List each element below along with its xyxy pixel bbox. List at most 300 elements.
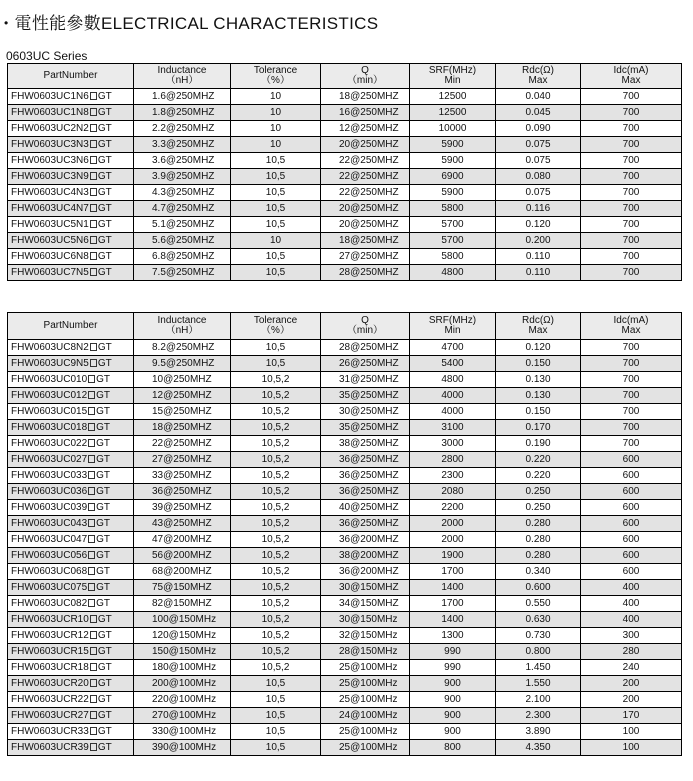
rdc-cell: 0.220 xyxy=(496,468,581,484)
idc-cell: 600 xyxy=(581,484,682,500)
tolerance-cell: 10,5 xyxy=(231,356,321,372)
placeholder-box-icon xyxy=(88,423,95,431)
srf-cell: 5900 xyxy=(410,153,496,169)
idc-cell: 700 xyxy=(581,388,682,404)
q-cell: 36@200MHZ xyxy=(321,564,410,580)
q-cell: 25@100MHz xyxy=(321,660,410,676)
part-number: FHW0603UCR20 xyxy=(11,678,89,689)
part-number: FHW0603UC5N1 xyxy=(11,219,89,230)
rdc-cell: 0.130 xyxy=(496,388,581,404)
srf-cell: 4800 xyxy=(410,372,496,388)
idc-cell: 200 xyxy=(581,692,682,708)
q-cell: 31@250MHZ xyxy=(321,372,410,388)
srf-cell: 10000 xyxy=(410,121,496,137)
srf-cell: 2000 xyxy=(410,532,496,548)
placeholder-box-icon xyxy=(90,695,97,703)
tolerance-cell: 10,5 xyxy=(231,169,321,185)
part-suffix: GT xyxy=(97,235,112,246)
idc-cell: 700 xyxy=(581,201,682,217)
part-number: FHW0603UC010 xyxy=(11,374,88,385)
part-number-cell xyxy=(8,153,134,169)
part-number: FHW0603UC3N9 xyxy=(11,171,89,182)
table-row xyxy=(8,436,682,452)
idc-cell: 700 xyxy=(581,121,682,137)
table-row xyxy=(8,121,682,137)
q-cell: 35@250MHZ xyxy=(321,388,410,404)
placeholder-box-icon xyxy=(88,471,95,479)
tolerance-cell: 10,5 xyxy=(231,708,321,724)
table-row xyxy=(8,644,682,660)
column-header-line1: Idc(mA) xyxy=(613,65,649,76)
q-cell: 30@150MHz xyxy=(321,612,410,628)
part-number: FHW0603UC015 xyxy=(11,406,88,417)
part-number-cell xyxy=(8,484,134,500)
part-number-cell xyxy=(8,532,134,548)
srf-cell: 990 xyxy=(410,644,496,660)
column-header-line2: Max xyxy=(528,75,548,86)
table-row xyxy=(8,169,682,185)
part-number: FHW0603UC4N7 xyxy=(11,203,89,214)
column-header-line2: Min xyxy=(444,325,461,336)
placeholder-box-icon xyxy=(90,727,97,735)
tolerance-cell: 10,5 xyxy=(231,217,321,233)
rdc-cell: 4.350 xyxy=(496,740,581,756)
q-cell: 36@200MHZ xyxy=(321,532,410,548)
q-cell: 22@250MHZ xyxy=(321,185,410,201)
spec-table-2 xyxy=(7,312,682,756)
tolerance-cell: 10,5 xyxy=(231,676,321,692)
part-number-cell xyxy=(8,340,134,356)
inductance-cell: 4.3@250MHZ xyxy=(134,185,231,201)
inductance-cell: 33@250MHZ xyxy=(134,468,231,484)
placeholder-box-icon xyxy=(90,663,97,671)
column-header xyxy=(231,313,321,340)
part-suffix: GT xyxy=(97,123,112,134)
placeholder-box-icon xyxy=(90,647,97,655)
placeholder-box-icon xyxy=(90,236,97,244)
rdc-cell: 0.600 xyxy=(496,580,581,596)
placeholder-box-icon xyxy=(90,204,97,212)
rdc-cell: 0.200 xyxy=(496,233,581,249)
part-number: FHW0603UCR15 xyxy=(11,646,89,657)
part-number-cell xyxy=(8,612,134,628)
column-header xyxy=(8,64,134,89)
part-number-cell xyxy=(8,516,134,532)
rdc-cell: 0.550 xyxy=(496,596,581,612)
inductance-cell: 36@250MHZ xyxy=(134,484,231,500)
tolerance-cell: 10,5,2 xyxy=(231,644,321,660)
q-cell: 40@250MHZ xyxy=(321,500,410,516)
part-suffix: GT xyxy=(97,267,112,278)
tolerance-cell: 10,5,2 xyxy=(231,612,321,628)
part-suffix: GT xyxy=(96,374,111,385)
idc-cell: 700 xyxy=(581,233,682,249)
part-suffix: GT xyxy=(97,187,112,198)
column-header-line1: Rdc(Ω) xyxy=(522,65,554,76)
rdc-cell: 0.280 xyxy=(496,532,581,548)
table-row xyxy=(8,724,682,740)
column-header-line1: SRF(MHz) xyxy=(428,65,477,76)
idc-cell: 400 xyxy=(581,612,682,628)
tolerance-cell: 10,5,2 xyxy=(231,628,321,644)
placeholder-box-icon xyxy=(90,220,97,228)
column-header-line2: （min） xyxy=(346,325,384,336)
inductance-cell: 7.5@250MHZ xyxy=(134,265,231,281)
placeholder-box-icon xyxy=(90,188,97,196)
column-header-line1: Q xyxy=(361,315,369,326)
table-row xyxy=(8,564,682,580)
column-header-line2: （%） xyxy=(261,75,290,86)
table-row xyxy=(8,484,682,500)
part-suffix: GT xyxy=(97,694,112,705)
tolerance-cell: 10,5,2 xyxy=(231,564,321,580)
idc-cell: 600 xyxy=(581,564,682,580)
table-row xyxy=(8,153,682,169)
inductance-cell: 150@150MHz xyxy=(134,644,231,660)
placeholder-box-icon xyxy=(90,631,97,639)
placeholder-box-icon xyxy=(90,268,97,276)
placeholder-box-icon xyxy=(90,359,97,367)
rdc-cell: 0.040 xyxy=(496,89,581,105)
idc-cell: 600 xyxy=(581,468,682,484)
tolerance-cell: 10,5,2 xyxy=(231,388,321,404)
q-cell: 28@250MHZ xyxy=(321,265,410,281)
part-suffix: GT xyxy=(97,710,112,721)
part-number-cell xyxy=(8,356,134,372)
inductance-cell: 75@150MHZ xyxy=(134,580,231,596)
inductance-cell: 82@150MHZ xyxy=(134,596,231,612)
part-number-cell xyxy=(8,452,134,468)
part-number: FHW0603UCR12 xyxy=(11,630,89,641)
srf-cell: 800 xyxy=(410,740,496,756)
idc-cell: 280 xyxy=(581,644,682,660)
inductance-cell: 270@100MHz xyxy=(134,708,231,724)
table-row xyxy=(8,137,682,153)
heading-bullet: • xyxy=(4,16,9,30)
table-row xyxy=(8,548,682,564)
srf-cell: 12500 xyxy=(410,89,496,105)
part-number: FHW0603UC022 xyxy=(11,438,88,449)
rdc-cell: 2.300 xyxy=(496,708,581,724)
idc-cell: 700 xyxy=(581,105,682,121)
part-number: FHW0603UC068 xyxy=(11,566,88,577)
part-number: FHW0603UC3N6 xyxy=(11,155,89,166)
inductance-cell: 220@100MHz xyxy=(134,692,231,708)
part-number-cell xyxy=(8,89,134,105)
idc-cell: 700 xyxy=(581,340,682,356)
q-cell: 25@100MHz xyxy=(321,692,410,708)
tolerance-cell: 10,5,2 xyxy=(231,484,321,500)
part-suffix: GT xyxy=(97,91,112,102)
rdc-cell: 0.075 xyxy=(496,153,581,169)
inductance-cell: 100@150MHz xyxy=(134,612,231,628)
q-cell: 25@100MHz xyxy=(321,724,410,740)
rdc-cell: 0.075 xyxy=(496,185,581,201)
srf-cell: 1400 xyxy=(410,580,496,596)
table-row xyxy=(8,201,682,217)
tolerance-cell: 10,5,2 xyxy=(231,452,321,468)
part-number: FHW0603UC075 xyxy=(11,582,88,593)
tolerance-cell: 10,5 xyxy=(231,185,321,201)
idc-cell: 400 xyxy=(581,596,682,612)
idc-cell: 700 xyxy=(581,185,682,201)
part-suffix: GT xyxy=(96,390,111,401)
part-number-cell xyxy=(8,121,134,137)
part-suffix: GT xyxy=(97,251,112,262)
srf-cell: 3000 xyxy=(410,436,496,452)
tolerance-cell: 10,5 xyxy=(231,692,321,708)
table-row xyxy=(8,468,682,484)
inductance-cell: 22@250MHZ xyxy=(134,436,231,452)
q-cell: 36@250MHZ xyxy=(321,468,410,484)
part-suffix: GT xyxy=(97,742,112,753)
placeholder-box-icon xyxy=(90,252,97,260)
rdc-cell: 0.120 xyxy=(496,340,581,356)
srf-cell: 5900 xyxy=(410,137,496,153)
rdc-cell: 0.090 xyxy=(496,121,581,137)
placeholder-box-icon xyxy=(88,455,95,463)
rdc-cell: 0.340 xyxy=(496,564,581,580)
tolerance-cell: 10,5 xyxy=(231,249,321,265)
placeholder-box-icon xyxy=(88,375,95,383)
rdc-cell: 0.730 xyxy=(496,628,581,644)
placeholder-box-icon xyxy=(88,551,95,559)
srf-cell: 4000 xyxy=(410,388,496,404)
rdc-cell: 0.116 xyxy=(496,201,581,217)
column-header xyxy=(134,64,231,89)
q-cell: 35@250MHZ xyxy=(321,420,410,436)
tolerance-cell: 10,5,2 xyxy=(231,468,321,484)
rdc-cell: 0.120 xyxy=(496,217,581,233)
idc-cell: 700 xyxy=(581,420,682,436)
part-number: FHW0603UC1N8 xyxy=(11,107,89,118)
table-row xyxy=(8,356,682,372)
tolerance-cell: 10,5 xyxy=(231,201,321,217)
table-row xyxy=(8,612,682,628)
inductance-cell: 1.6@250MHZ xyxy=(134,89,231,105)
rdc-cell: 0.280 xyxy=(496,548,581,564)
part-suffix: GT xyxy=(97,342,112,353)
part-number-cell xyxy=(8,201,134,217)
q-cell: 26@250MHZ xyxy=(321,356,410,372)
srf-cell: 5700 xyxy=(410,217,496,233)
srf-cell: 3100 xyxy=(410,420,496,436)
part-number-cell xyxy=(8,692,134,708)
rdc-cell: 0.150 xyxy=(496,356,581,372)
part-number: FHW0603UC039 xyxy=(11,502,88,513)
table-row xyxy=(8,532,682,548)
table-row xyxy=(8,372,682,388)
part-number-cell xyxy=(8,233,134,249)
placeholder-box-icon xyxy=(88,439,95,447)
part-number: FHW0603UC5N6 xyxy=(11,235,89,246)
part-number-cell xyxy=(8,185,134,201)
table-row xyxy=(8,89,682,105)
inductance-cell: 5.1@250MHZ xyxy=(134,217,231,233)
part-number-cell xyxy=(8,724,134,740)
column-header xyxy=(321,64,410,89)
rdc-cell: 0.080 xyxy=(496,169,581,185)
rdc-cell: 1.550 xyxy=(496,676,581,692)
inductance-cell: 120@150MHz xyxy=(134,628,231,644)
column-header-line1: Tolerance xyxy=(253,65,298,76)
column-header-line1: SRF(MHz) xyxy=(428,315,477,326)
part-suffix: GT xyxy=(97,358,112,369)
part-number: FHW0603UC027 xyxy=(11,454,88,465)
part-number-cell xyxy=(8,580,134,596)
inductance-cell: 2.2@250MHZ xyxy=(134,121,231,137)
column-header-line1: Inductance xyxy=(157,315,207,326)
tolerance-cell: 10,5,2 xyxy=(231,372,321,388)
column-header-line1: PartNumber xyxy=(43,320,98,331)
srf-cell: 2300 xyxy=(410,468,496,484)
part-suffix: GT xyxy=(97,107,112,118)
part-number: FHW0603UC047 xyxy=(11,534,88,545)
rdc-cell: 0.190 xyxy=(496,436,581,452)
rdc-cell: 0.170 xyxy=(496,420,581,436)
header-row xyxy=(8,64,682,89)
placeholder-box-icon xyxy=(88,567,95,575)
part-number-cell xyxy=(8,500,134,516)
inductance-cell: 47@200MHZ xyxy=(134,532,231,548)
tolerance-cell: 10,5,2 xyxy=(231,500,321,516)
part-suffix: GT xyxy=(96,422,111,433)
q-cell: 25@100MHz xyxy=(321,740,410,756)
rdc-cell: 0.800 xyxy=(496,644,581,660)
tolerance-cell: 10 xyxy=(231,89,321,105)
q-cell: 27@250MHZ xyxy=(321,249,410,265)
rdc-cell: 0.150 xyxy=(496,404,581,420)
srf-cell: 5400 xyxy=(410,356,496,372)
part-suffix: GT xyxy=(96,486,111,497)
srf-cell: 5900 xyxy=(410,185,496,201)
part-suffix: GT xyxy=(96,582,111,593)
q-cell: 36@250MHZ xyxy=(321,484,410,500)
part-number: FHW0603UC033 xyxy=(11,470,88,481)
part-number-cell xyxy=(8,217,134,233)
srf-cell: 4000 xyxy=(410,404,496,420)
part-number-cell xyxy=(8,404,134,420)
part-suffix: GT xyxy=(96,534,111,545)
column-header xyxy=(496,313,581,340)
placeholder-box-icon xyxy=(90,343,97,351)
part-number: FHW0603UC043 xyxy=(11,518,88,529)
q-cell: 20@250MHZ xyxy=(321,217,410,233)
column-header xyxy=(410,313,496,340)
part-number: FHW0603UC1N6 xyxy=(11,91,89,102)
table-row xyxy=(8,185,682,201)
srf-cell: 4700 xyxy=(410,340,496,356)
tolerance-cell: 10,5 xyxy=(231,724,321,740)
tolerance-cell: 10,5,2 xyxy=(231,404,321,420)
srf-cell: 2800 xyxy=(410,452,496,468)
part-number: FHW0603UC9N5 xyxy=(11,358,89,369)
q-cell: 30@150MHZ xyxy=(321,580,410,596)
srf-cell: 12500 xyxy=(410,105,496,121)
placeholder-box-icon xyxy=(88,407,95,415)
part-number-cell xyxy=(8,596,134,612)
part-number-cell xyxy=(8,388,134,404)
q-cell: 20@250MHZ xyxy=(321,201,410,217)
column-header-line1: Idc(mA) xyxy=(613,315,649,326)
tolerance-cell: 10 xyxy=(231,121,321,137)
part-number: FHW0603UCR18 xyxy=(11,662,89,673)
part-suffix: GT xyxy=(97,155,112,166)
srf-cell: 1300 xyxy=(410,628,496,644)
column-header-line1: Rdc(Ω) xyxy=(522,315,554,326)
column-header xyxy=(581,64,682,89)
placeholder-box-icon xyxy=(88,599,95,607)
part-number: FHW0603UC8N2 xyxy=(11,342,89,353)
placeholder-box-icon xyxy=(90,156,97,164)
part-number: FHW0603UC3N3 xyxy=(11,139,89,150)
column-header-line2: （%） xyxy=(261,325,290,336)
header-row xyxy=(8,313,682,340)
q-cell: 28@150MHz xyxy=(321,644,410,660)
srf-cell: 5700 xyxy=(410,233,496,249)
part-suffix: GT xyxy=(97,219,112,230)
table-row xyxy=(8,452,682,468)
part-number: FHW0603UC2N2 xyxy=(11,123,89,134)
table-row xyxy=(8,249,682,265)
tolerance-cell: 10,5 xyxy=(231,265,321,281)
tolerance-cell: 10,5,2 xyxy=(231,436,321,452)
idc-cell: 240 xyxy=(581,660,682,676)
table-row xyxy=(8,500,682,516)
srf-cell: 990 xyxy=(410,660,496,676)
part-number-cell xyxy=(8,468,134,484)
table-row xyxy=(8,265,682,281)
placeholder-box-icon xyxy=(90,172,97,180)
table-row xyxy=(8,404,682,420)
rdc-cell: 0.045 xyxy=(496,105,581,121)
column-header-line2: （nH） xyxy=(165,325,199,336)
part-number-cell xyxy=(8,564,134,580)
inductance-cell: 4.7@250MHZ xyxy=(134,201,231,217)
inductance-cell: 3.9@250MHZ xyxy=(134,169,231,185)
part-number-cell xyxy=(8,436,134,452)
placeholder-box-icon xyxy=(88,487,95,495)
heading-title: 電性能參數ELECTRICAL CHARACTERISTICS xyxy=(14,14,379,33)
table-row xyxy=(8,676,682,692)
part-number-cell xyxy=(8,249,134,265)
part-number: FHW0603UC012 xyxy=(11,390,88,401)
placeholder-box-icon xyxy=(90,108,97,116)
inductance-cell: 330@100MHz xyxy=(134,724,231,740)
srf-cell: 2000 xyxy=(410,516,496,532)
inductance-cell: 3.6@250MHZ xyxy=(134,153,231,169)
column-header xyxy=(496,64,581,89)
part-number-cell xyxy=(8,105,134,121)
inductance-cell: 15@250MHZ xyxy=(134,404,231,420)
part-suffix: GT xyxy=(97,630,112,641)
srf-cell: 4800 xyxy=(410,265,496,281)
table-row xyxy=(8,660,682,676)
table-row xyxy=(8,580,682,596)
column-header-line2: Max xyxy=(621,75,641,86)
part-suffix: GT xyxy=(97,139,112,150)
idc-cell: 600 xyxy=(581,452,682,468)
part-suffix: GT xyxy=(97,171,112,182)
part-number-cell xyxy=(8,265,134,281)
part-number-cell xyxy=(8,137,134,153)
q-cell: 22@250MHZ xyxy=(321,169,410,185)
placeholder-box-icon xyxy=(90,124,97,132)
part-number: FHW0603UCR22 xyxy=(11,694,89,705)
srf-cell: 2200 xyxy=(410,500,496,516)
placeholder-box-icon xyxy=(88,503,95,511)
part-suffix: GT xyxy=(97,646,112,657)
